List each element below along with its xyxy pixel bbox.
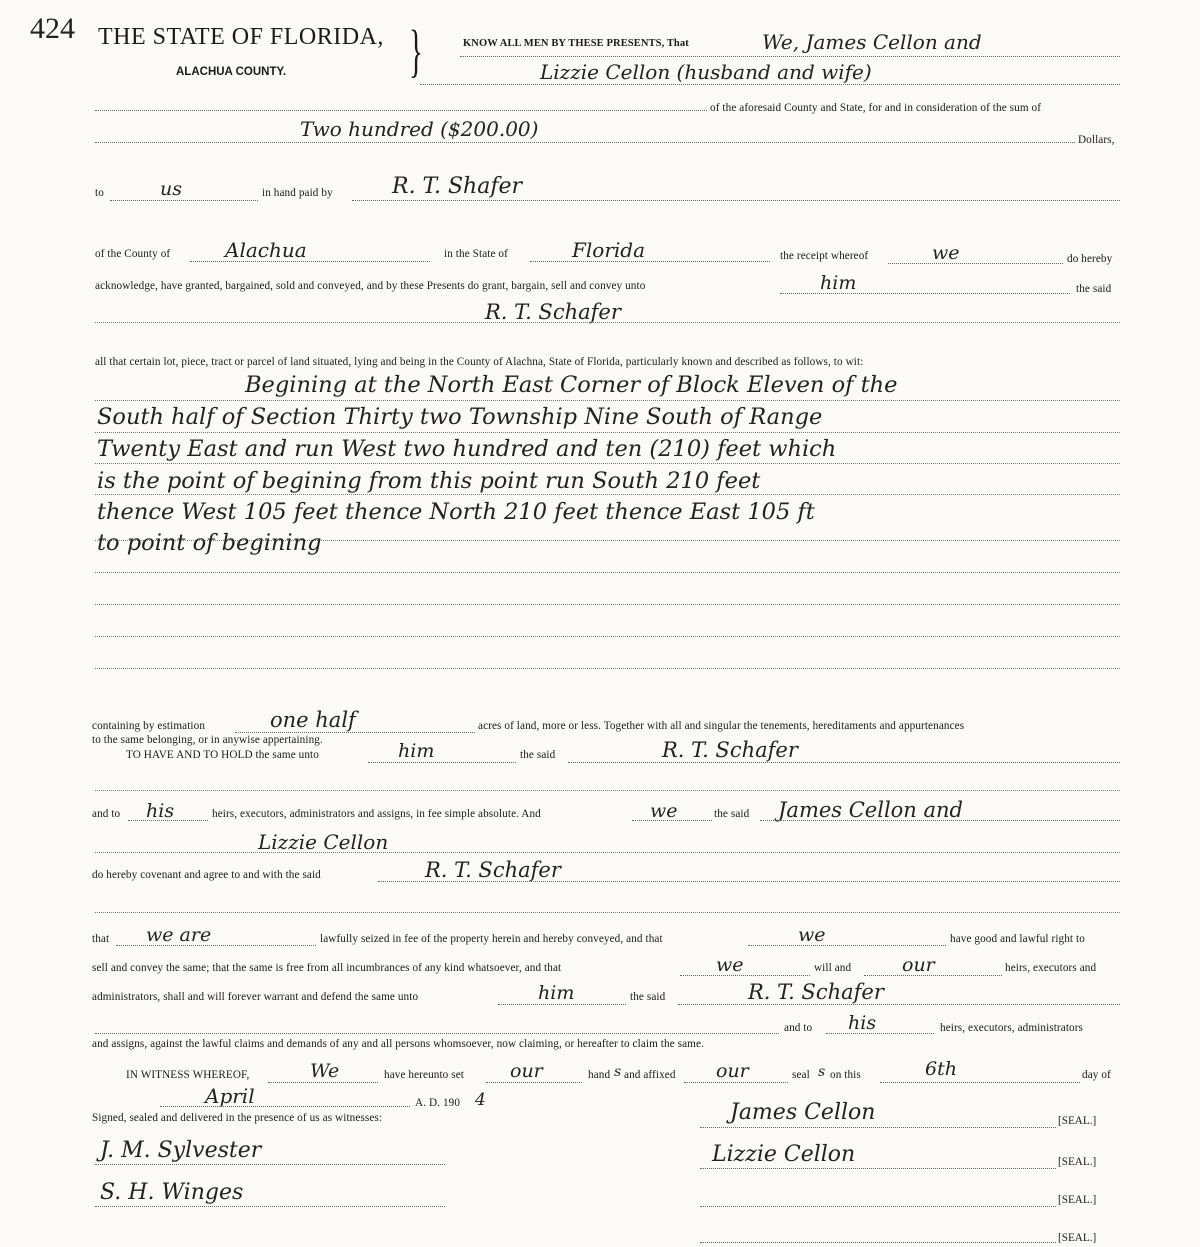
and-to-2-text: and to [784,1022,813,1034]
seal-label-4: [SEAL.] [1058,1232,1097,1244]
hw-hand-s: s [614,1064,622,1080]
receipt-text: the receipt whereof [780,250,869,262]
hw-that: we are [146,924,212,946]
hw-receipt-by: we [932,242,960,264]
hw-grantors-1: We, James Cellon and [762,30,982,54]
have-hereunto-text: have hereunto set [384,1069,464,1081]
hw-will-and: our [902,954,935,976]
administrators-text: administrators, shall and will forever warrant and defend the same unto [92,991,419,1003]
hw-witness-whereof: We [310,1060,340,1082]
to-have-text: TO HAVE AND TO HOLD the same unto [126,749,319,761]
hw-desc-line-3: Twenty East and run West two hundred and ten (210) feet which [97,436,837,462]
hw-affixed: our [716,1060,749,1082]
hw-day: 6th [925,1058,957,1080]
hw-and-we: we [650,800,678,822]
hw-desc-line-4: is the point of begining from this point run South 210 feet [97,468,761,494]
hw-have-hold-said: R. T. Schafer [662,738,798,762]
all-that-text: all that certain lot, piece, tract or parcel of land situated, lying and being in the County of Alachna, State of Florida, particularly known and described as follows, to wit: [95,356,864,368]
hw-defend-unto: him [538,982,575,1004]
seal-label-1: [SEAL.] [1058,1115,1097,1127]
hw-have-hold-unto: him [398,740,435,762]
seized-text: lawfully seized in fee of the property herein and hereby conveyed, and that [320,933,663,945]
do-hereby-text: do hereby [1067,253,1113,265]
to-text: to [95,187,104,199]
hw-grantors-2: Lizzie Cellon (husband and wife) [540,60,872,84]
acres-text: acres of land, more or less. Together with all and singular the tenements, hereditaments and appurtenances [478,720,965,732]
hw-amount: Two hundred ($200.00) [300,117,539,141]
hw-desc-line-6: to point of begining [97,530,322,556]
in-hand-text: in hand paid by [262,187,333,199]
state-heading: THE STATE OF FLORIDA, [98,24,384,50]
hw-and-to-heirs: his [848,1012,877,1034]
in-witness-text: IN WITNESS WHEREOF, [126,1069,250,1081]
hw-said-1: James Cellon and [778,798,963,822]
hw-signer-1: James Cellon [730,1100,876,1125]
will-and-text: will and [814,962,852,974]
and-affixed-text: and affixed [624,1069,676,1081]
day-of-text: day of [1082,1069,1111,1081]
hw-desc-line-1: Begining at the North East Corner of Block Eleven of the [245,372,898,398]
county-heading: ALACHUA COUNTY. [176,66,287,78]
hw-heirs-of: his [146,800,175,822]
hw-acres: one half [270,708,356,732]
and-to-text: and to [92,808,121,820]
heirs-exec-admin-text: heirs, executors, administrators [940,1022,1084,1034]
hw-grantee: R. T. Schafer [485,300,621,324]
signed-text: Signed, sealed and delivered in the presence of us as witnesses: [92,1112,383,1124]
covenant-text: do hereby covenant and agree to and with the said [92,869,321,881]
the-said-3-text: the said [714,808,750,820]
the-said-2-text: the said [520,749,556,761]
acknowledge-text: acknowledge, have granted, bargained, sold and conveyed, and by these Presents do grant, bargain, sell and convey unto [95,280,646,292]
aforesaid-text: of the aforesaid County and State, for and in consideration of the sum of [710,102,1042,114]
on-this-text: on this [830,1069,861,1081]
hw-defend-said: R. T. Schafer [748,980,884,1004]
good-right-text: have good and lawful right to [950,933,1085,945]
hw-signer-2: Lizzie Cellon [712,1142,856,1167]
hw-seal-s: s [818,1064,826,1080]
seal-text: seal [792,1069,810,1081]
hw-sell-that: we [716,954,744,976]
in-state-text: in the State of [444,248,508,260]
belonging-text: to the same belonging, or in anywise appertaining. [92,734,323,746]
hw-set: our [510,1060,543,1082]
hw-month: April [205,1084,255,1108]
hand-text: hand [588,1069,611,1081]
the-said-text: the said [1076,283,1112,295]
hw-covenant-with: R. T. Schafer [425,858,561,882]
hw-paid-by: R. T. Shafer [392,174,523,199]
containing-text: containing by estimation [92,720,206,732]
hw-year-digit: 4 [475,1090,486,1110]
the-said-4-text: the said [630,991,666,1003]
dollars-text: Dollars, [1078,134,1115,146]
hw-and-that: we [798,924,826,946]
hw-to: us [160,178,182,200]
and-assigns-text: and assigns, against the lawful claims and demands of any and all persons whomsoever, now claiming, or hereafter to claim the same. [92,1038,704,1050]
know-all-text: KNOW ALL MEN BY THESE PRESENTS, That [463,38,689,49]
of-county-text: of the County of [95,248,171,260]
seal-label-3: [SEAL.] [1058,1194,1097,1206]
heirs-fee-text: heirs, executors, administrators and assigns, in fee simple absolute. And [212,808,541,820]
hw-county: Alachua [225,238,307,262]
hw-state: Florida [572,238,645,262]
sell-convey-text: sell and convey the same; that the same is free from all incumbrances of any kind whatsoever, and that [92,962,562,974]
ad-text: A. D. 190 [415,1097,461,1109]
page-number: 424 [30,12,75,45]
hw-witness-1: J. M. Sylvester [100,1138,262,1163]
hw-witness-2: S. H. Winges [100,1180,244,1205]
hw-desc-line-5: thence West 105 feet thence North 210 feet thence East 105 ft [97,499,815,525]
brace-icon: } [408,18,423,83]
heirs-exec-text: heirs, executors and [1005,962,1097,974]
hw-said-2: Lizzie Cellon [258,830,389,854]
hw-desc-line-2: South half of Section Thirty two Township Nine South of Range [97,404,823,430]
hw-convey-unto: him [820,272,857,294]
seal-label-2: [SEAL.] [1058,1156,1097,1168]
that-text: that [92,933,110,945]
